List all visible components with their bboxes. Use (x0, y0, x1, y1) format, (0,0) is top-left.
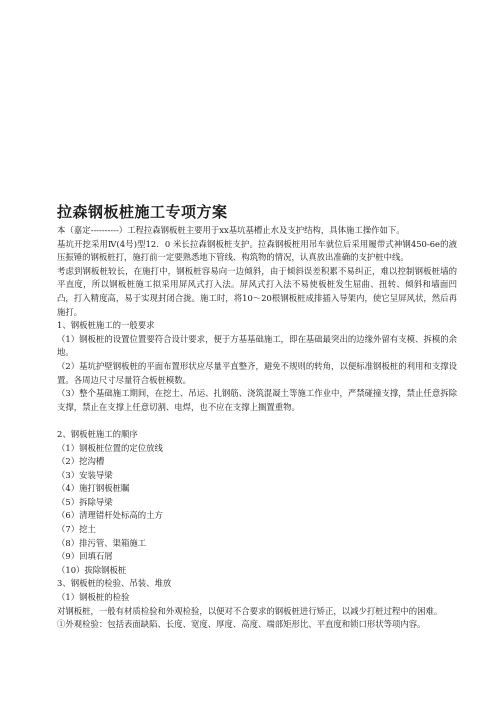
body-paragraph: 2、钢板桩施工的顺序 (57, 428, 138, 439)
body-paragraph: 对钢板桩，一般有材质检验和外观检验，以便对不合要求的钢板桩进行矫正，以减少打桩过程中的困难。 (57, 605, 443, 616)
body-paragraph: （1）钢板桩位置的定位放线 (57, 442, 163, 453)
body-paragraph: 1、钢板桩施工的一般要求 (57, 320, 155, 331)
body-paragraph: （3）整个基础施工期间，在挖土、吊运、扎钢筋、浇筑混凝土等施工作业中，严禁碰撞支撑，禁止任意拆除支撑，禁止在支撑上任意切割、电焊，也不应在支撑上搁置重物。 (57, 388, 457, 412)
body-paragraph: （1）钢板桩的检验 (57, 592, 130, 603)
body-paragraph: （9）回填石屑 (57, 551, 113, 562)
body-paragraph: （2）基坑护壁钢板桩的平面布置形状应尽量平直整齐，避免不规则的转角，以便标准钢板桩的利用和支撑设置。各周边尺寸尽量符合板桩模数。 (57, 360, 457, 385)
body-paragraph: （5）拆除导梁 (57, 496, 113, 507)
body-paragraph: （1）钢板桩的设置位置要符合设计要求，便于方基基础施工，即在基础最突出的边缘外留有支模、拆模的余地。 (57, 333, 457, 358)
body-paragraph: 考虑到钢板桩较长，在施打中，钢板桩容易向一边倾斜，由于倾斜误差积累不易纠正，难以控制钢板桩墙的平直度，所以钢板桩施工拟采用屏风式打入法。屏风式打入法不易使板桩发生屈曲、扭转、倾斜和墙面凹凸，打入精度高，易于实现封闭合拢。施工时，将10～20根钢板桩成排插入导架内，使它呈屏风状，然后再施打。 (57, 265, 457, 317)
body-paragraph: （2）挖沟槽 (57, 456, 105, 467)
body-paragraph: （8）排污管、渠箱施工 (57, 537, 147, 548)
body-paragraph: （3）安装导梁 (57, 469, 113, 480)
body-paragraph: （4）施打钢板桩瞩 (57, 483, 130, 494)
document-body (57, 224, 457, 632)
body-paragraph: （6）清理错杆处标高的土方 (57, 510, 163, 521)
document-title: 拉森钢板桩施工专项方案 (57, 203, 228, 221)
body-paragraph: 基坑开挖采用Ⅳ(4号)型12．0 米长拉森钢板桩支护。拉森钢板桩用吊车就位后采用履带式神钢450-6e的液压振锤的钢板桩打，施打前一定要熟悉地下管线、构筑物的情况，认真放出准确的支护桩中线。 (57, 238, 457, 263)
body-paragraph: 3、钢板桩的检验、吊装、堆放 (57, 578, 172, 589)
body-paragraph: 本（嘉定----------）工程拉森钢板桩主要用于xx基坑基槽止水及支护结构，具体施工操作如下。 (57, 225, 405, 235)
paragraph-spacer (57, 414, 457, 428)
body-paragraph: （10）拔除钢板桩 (57, 564, 127, 575)
body-paragraph: ①外观检验：包括表面缺陷、长度、宽度、厚度、高度、端部矩形比、平直度和锁口形状等项内容。 (57, 619, 426, 630)
body-paragraph: （7）挖土 (57, 524, 96, 535)
